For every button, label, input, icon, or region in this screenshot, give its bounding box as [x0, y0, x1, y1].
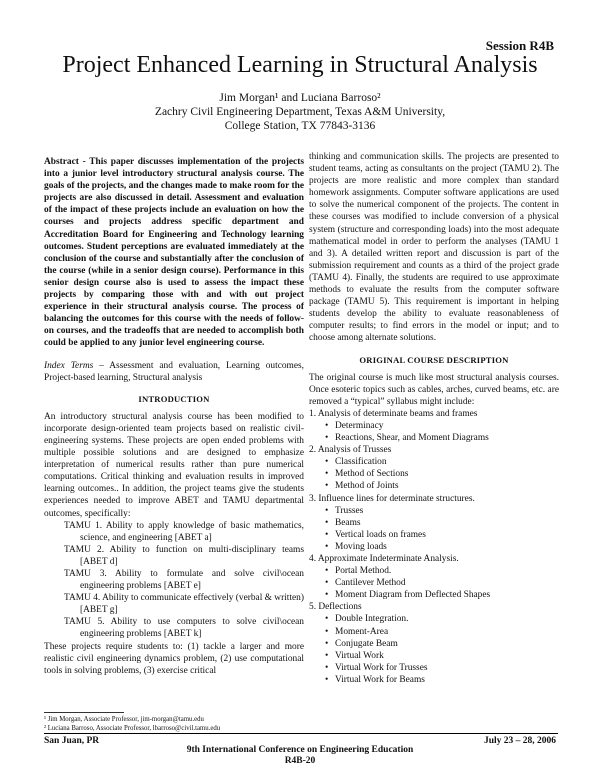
syllabus-subtopic: • Vertical loads on frames: [325, 529, 559, 541]
syllabus-subtopic: • Virtual Work for Trusses: [325, 662, 559, 674]
footer-location: San Juan, PR: [44, 736, 100, 746]
left-column: [44, 156, 304, 677]
syllabus-subtopic: • Virtual Work for Beams: [325, 674, 559, 686]
syllabus-subtopic: • Method of Joints: [325, 480, 559, 492]
intro-paragraph-2: These projects require students to: (1) tackle a larger and more realistic civil engineering dynamics problem, (2) use computational tools in solving problems, (3) exercise critical: [44, 641, 304, 676]
original-course-heading: ORIGINAL COURSE DESCRIPTION: [359, 354, 509, 365]
syllabus-subtopic: • Classification: [325, 456, 559, 468]
footnote-1: ¹ Jim Morgan, Associate Professor, jim-morgan@tamu.edu: [44, 716, 204, 723]
original-course-paragraph: The original course is much like most structural analysis courses. Once esoteric topics such as cables, arches, curved beams, etc. are removed a “typical” syllabus might include:: [309, 372, 559, 407]
syllabus-subtopic: • Moving loads: [325, 541, 559, 553]
paper-title: Project Enhanced Learning in Structural Analysis: [62, 52, 538, 78]
tamu-item: TAMU 3. Ability to formulate and solve civil\ocean engineering problems [ABET e]: [64, 569, 304, 592]
tamu-outcomes: [44, 520, 304, 641]
syllabus-subtopic: • Double Integration.: [325, 613, 559, 625]
footer-conference: [0, 745, 600, 767]
index-terms: [44, 360, 304, 384]
syllabus-subtopic: • Trusses: [325, 505, 559, 517]
syllabus-subtopic: • Moment-Area: [325, 626, 559, 638]
syllabus-list: [309, 408, 559, 686]
footer-rule: [44, 733, 558, 734]
syllabus-subtopic: • Beams: [325, 517, 559, 529]
footnotes: [44, 715, 220, 733]
syllabus-subtopic: • Reactions, Shear, and Moment Diagrams: [325, 432, 559, 444]
syllabus-subtopic: • Conjugate Beam: [325, 638, 559, 650]
syllabus-subtopic: • Determinacy: [325, 420, 559, 432]
syllabus-subtopic: • Moment Diagram from Deflected Shapes: [325, 589, 559, 601]
author-names: Jim Morgan¹ and Luciana Barroso²: [219, 92, 381, 104]
intro-heading: INTRODUCTION: [138, 393, 210, 404]
intro-continued: thinking and communication skills. The projects are presented to student teams, acting as consultants on the project (TAMU 2). The projects are more realistic and more complex than standard homework assignments. Computer software applications are used to solve the numerical component of the projects. The content in these courses was modified to include conversion of a physical system (structure and corresponding loads) into the most adequate mathematical model in order to perform the analyses (TAMU 1 and 3). A detailed written report and discussion is part of the submission requirement and counts as a third of the project grade (TAMU 4). Finally, the students are required to use approximate methods to evaluate the results from the computer software package (TAMU 5). This requirement is important in helping students develop the ability to evaluate reasonableness of computer results; to find errors in the model or input; and to choose among alternate solutions.: [309, 152, 559, 344]
session-label: Session R4B: [485, 38, 554, 53]
syllabus-topic: 4. Approximate Indeterminate Analysis.: [309, 554, 459, 564]
index-terms-text: – Assessment and evaluation, Learning outcomes, Project-based learning, Structural analysis: [44, 360, 304, 383]
syllabus-topic: 5. Deflections: [309, 602, 362, 613]
tamu-item: TAMU 5. Ability to use computers to solve civil\ocean engineering problems [ABET k]: [64, 617, 304, 640]
page-number: R4B-20: [284, 756, 316, 766]
intro-paragraph: An introductory structural analysis course has been modified to incorporate design-oriented team projects based on realistic civil-engineering systems. These projects are open ended problems with multiple possible solutions and are designed to emphasize interpretation of numerical results rather than pure numerical computations. Critical thinking and evaluation results in improved learning outcomes.. In addition, the project teams give the students experiences needed to improve ABET and TAMU departmental outcomes, specifically:: [44, 411, 304, 519]
affiliation: Zachry Civil Engineering Department, Texas A&M University,: [154, 106, 446, 118]
syllabus-topic: 3. Influence lines for determinate structures.: [309, 493, 475, 504]
right-column: [309, 151, 559, 686]
syllabus-topic: 1. Analysis of determinate beams and frames: [309, 408, 478, 419]
footer-date: July 23 – 28, 2006: [483, 736, 556, 746]
tamu-item: TAMU 1. Ability to apply knowledge of basic mathematics, science, and engineering [ABET a]: [64, 520, 304, 543]
syllabus-subtopic: • Cantilever Method: [325, 577, 559, 589]
author-block: [0, 91, 600, 133]
syllabus-subtopic: • Method of Sections: [325, 468, 559, 480]
abstract: Abstract - This paper discusses implementation of the projects into a junior level introductory structural analysis course. The goals of the projects, and the changes made to make room for the projects are also discussed in detail. Assessment and evaluation of the impact of these projects include an evaluation on how the courses and projects address specific department and Accreditation Board for Engineering and Technology learning outcomes. Student perceptions are evaluated immediately at the conclusion of the course and substantially after the conclusion of the course (while in a senior design course). Performance in this senior design course also is used to assess the impact these projects by comparing those with and with out project experience in their structural analysis course. The process of balancing the outcomes for this course with the needs of follow-on courses, and the tradeoffs that are needed to accomplish both could be applied to any junior level engineering course.: [44, 157, 304, 349]
syllabus-topic: 2. Analysis of Trusses: [309, 445, 392, 456]
address: College Station, TX 77843-3136: [224, 120, 376, 132]
syllabus-subtopic: • Portal Method.: [325, 565, 559, 577]
index-terms-label: Index Terms: [44, 360, 94, 371]
tamu-item: TAMU 2. Ability to function on multi-disciplinary teams [ABET d]: [64, 544, 304, 567]
footnote-2: ² Luciana Barroso, Associate Professor, lbarroso@civil.tamu.edu: [44, 725, 221, 732]
conference-name: 9th International Conference on Engineering Education: [186, 745, 414, 755]
tamu-item: TAMU 4. Ability to communicate effectively (verbal & written) [ABET g]: [64, 593, 304, 616]
footnote-rule: [44, 712, 124, 713]
syllabus-subtopic: • Virtual Work: [325, 650, 559, 662]
